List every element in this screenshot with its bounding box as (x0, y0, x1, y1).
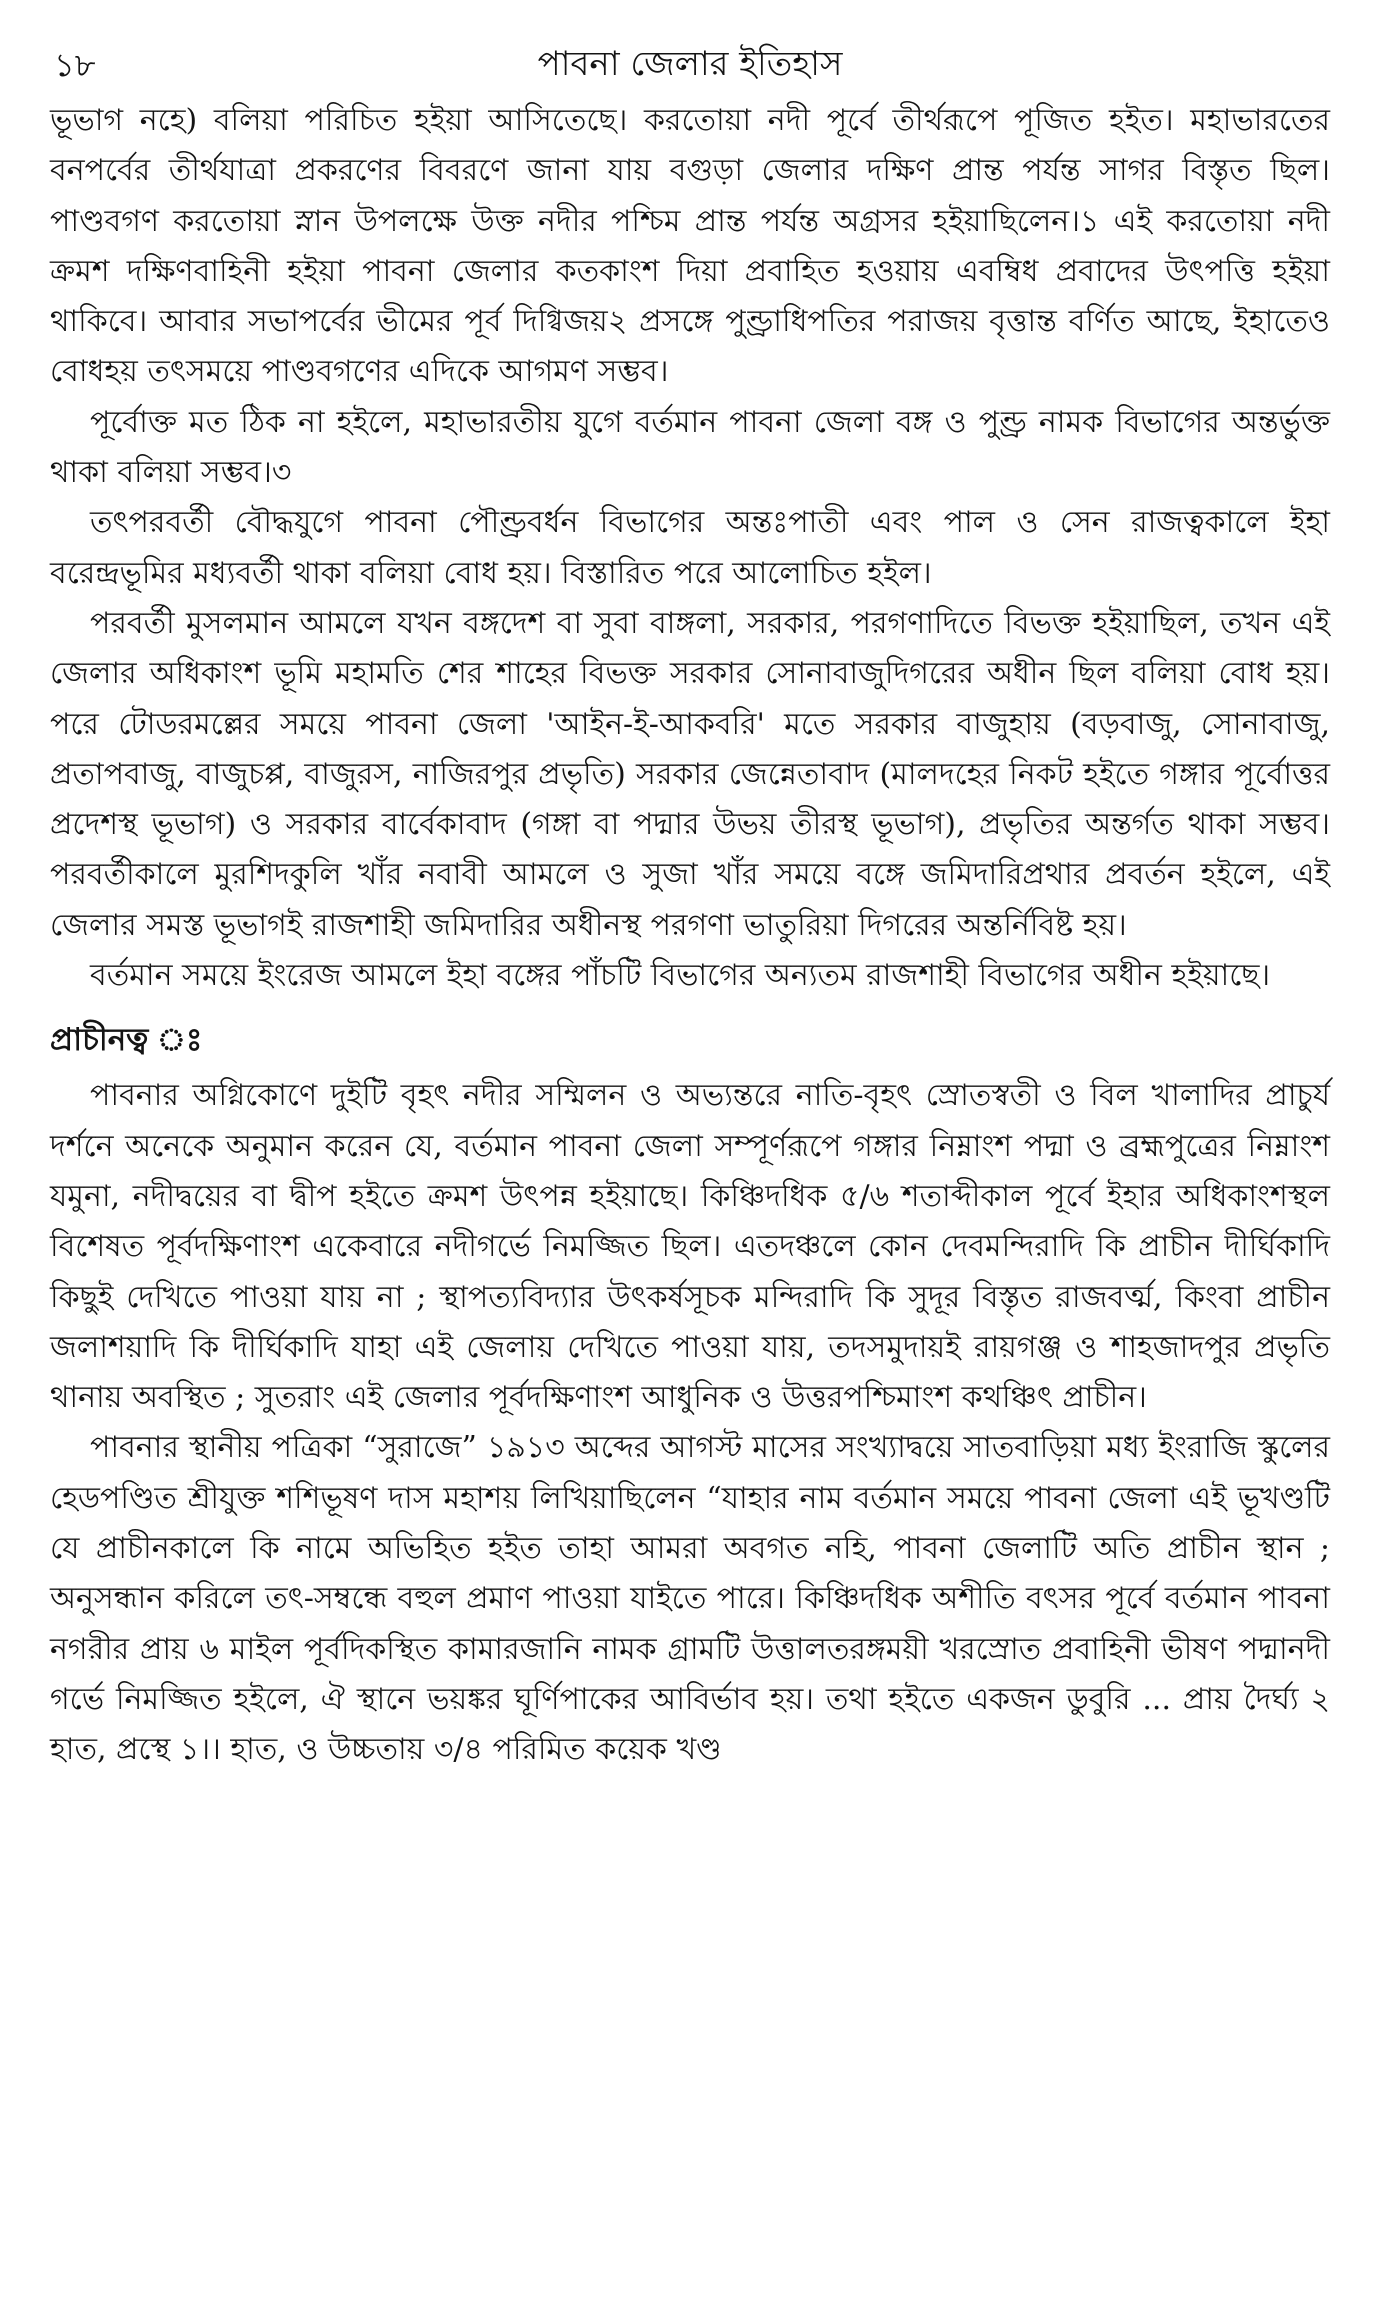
body-text (50, 96, 1330, 1776)
paragraph: পরবর্তী মুসলমান আমলে যখন বঙ্গদেশ বা সুবা বাঙ্গলা, সরকার, পরগণাদিতে বিভক্ত হইয়াছিল, তখন এই জেলার অধিকাংশ ভূমি মহামতি শের শাহের বিভক্ত সরকার সোনাবাজুদিগরের অধীন ছিল বলিয়া বোধ হয়। পরে টোডরমল্লের সময়ে পাবনা জেলা 'আইন-ই-আকবরি' মতে সরকার বাজুহায় (বড়বাজু, সোনাবাজু, প্রতাপবাজু, বাজুচপ্প, বাজুরস, নাজিরপুর প্রভৃতি) সরকার জেন্নেতাবাদ (মালদহের নিকট হইতে গঙ্গার পূর্বোত্তর প্রদেশস্থ ভূভাগ) ও সরকার বার্বেকাবাদ (গঙ্গা বা পদ্মার উভয় তীরস্থ ভূভাগ), প্রভৃতির অন্তর্গত থাকা সম্ভব। পরবর্তীকালে মুরশিদকুলি খাঁর নবাবী আমলে ও সুজা খাঁর সময়ে বঙ্গে জমিদারিপ্রথার প্রবর্তন হইলে, এই জেলার সমস্ত ভূভাগই রাজশাহী জমিদারির অধীনস্থ পরগণা ভাতুরিয়া দিগরের অন্তর্নিবিষ্ট হয়। (50, 605, 1330, 943)
section-heading: প্রাচীনত্ব ঃ (50, 1022, 203, 1059)
running-title: পাবনা জেলার ইতিহাস (537, 44, 843, 84)
paragraph: পূর্বোক্ত মত ঠিক না হইলে, মহাভারতীয় যুগে বর্তমান পাবনা জেলা বঙ্গ ও পুণ্ড্র নামক বিভাগের অন্তর্ভুক্ত থাকা বলিয়া সম্ভব।৩ (50, 404, 1330, 491)
paragraph: ভূভাগ নহে) বলিয়া পরিচিত হইয়া আসিতেছে। করতোয়া নদী পূর্বে তীর্থরূপে পূজিত হইত। মহাভারতের বনপর্বের তীর্থযাত্রা প্রকরণের বিবরণে জানা যায় বগুড়া জেলার দক্ষিণ প্রান্ত পর্যন্ত সাগর বিস্তৃত ছিল। পাণ্ডবগণ করতোয়া স্নান উপলক্ষে উক্ত নদীর পশ্চিম প্রান্ত পর্যন্ত অগ্রসর হইয়াছিলেন।১ এই করতোয়া নদী ক্রমশ দক্ষিণবাহিনী হইয়া পাবনা জেলার কতকাংশ দিয়া প্রবাহিত হওয়ায় এবম্বিধ প্রবাদের উৎপত্তি হইয়া থাকিবে। আবার সভাপর্বের ভীমের পূর্ব দিগ্বিজয়২ প্রসঙ্গে পুণ্ড্রাধিপতির পরাজয় বৃত্তান্ত বর্ণিত আছে, ইহাতেও বোধহয় তৎসময়ে পাণ্ডবগণের এদিকে আগমণ সম্ভব। (50, 103, 1330, 390)
paragraph: পাবনার অগ্নিকোণে দুইটি বৃহৎ নদীর সম্মিলন ও অভ্যন্তরে নাতি-বৃহৎ স্রোতস্বতী ও বিল খালাদির প্রাচুর্য দর্শনে অনেকে অনুমান করেন যে, বর্তমান পাবনা জেলা সম্পূর্ণরূপে গঙ্গার নিম্নাংশ পদ্মা ও ব্রহ্মপুত্রের নিম্নাংশ যমুনা, নদীদ্বয়ের বা দ্বীপ হইতে ক্রমশ উৎপন্ন হইয়াছে। কিঞ্চিদধিক ৫/৬ শতাব্দীকাল পূর্বে ইহার অধিকাংশস্থল বিশেষত পূর্বদক্ষিণাংশ একেবারে নদীগর্ভে নিমজ্জিত ছিল। এতদঞ্চলে কোন দেবমন্দিরাদি কি প্রাচীন দীর্ঘিকাদি কিছুই দেখিতে পাওয়া যায় না ; স্থাপত্যবিদ্যার উৎকর্ষসূচক মন্দিরাদি কি সুদূর বিস্তৃত রাজবর্ত্ম, কিংবা প্রাচীন জলাশয়াদি কি দীর্ঘিকাদি যাহা এই জেলায় দেখিতে পাওয়া যায়, তদসমুদায়ই রায়গঞ্জ ও শাহজাদপুর প্রভৃতি থানায় অবস্থিত ; সুতরাং এই জেলার পূর্বদক্ষিণাংশ আধুনিক ও উত্তরপশ্চিমাংশ কথঞ্চিৎ প্রাচীন। (50, 1078, 1330, 1416)
paragraph: বর্তমান সময়ে ইংরেজ আমলে ইহা বঙ্গের পাঁচটি বিভাগের অন্যতম রাজশাহী বিভাগের অধীন হইয়াছে। (90, 958, 1271, 994)
page-number: ১৮ (54, 46, 96, 84)
paragraph: তৎপরবর্তী বৌদ্ধযুগে পাবনা পৌণ্ড্রবর্ধন বিভাগের অন্তঃপাতী এবং পাল ও সেন রাজত্বকালে ইহা বরেন্দ্রভূমির মধ্যবর্তী থাকা বলিয়া বোধ হয়। বিস্তারিত পরে আলোচিত হইল। (50, 505, 1330, 591)
page-header (50, 34, 1330, 96)
paragraph: পাবনার স্থানীয় পত্রিকা “সুরাজে” ১৯১৩ অব্দের আগস্ট মাসের সংখ্যাদ্বয়ে সাতবাড়িয়া মধ্য ইংরাজি স্কুলের হেডপণ্ডিত শ্রীযুক্ত শশিভূষণ দাস মহাশয় লিখিয়াছিলেন “যাহার নাম বর্তমান সময়ে পাবনা জেলা এই ভূখণ্ডটি যে প্রাচীনকালে কি নামে অভিহিত হইত তাহা আমরা অবগত নহি, পাবনা জেলাটি অতি প্রাচীন স্থান ; অনুসন্ধান করিলে তৎ-সম্বন্ধে বহুল প্রমাণ পাওয়া যাইতে পারে। কিঞ্চিদধিক অশীতি বৎসর পূর্বে বর্তমান পাবনা নগরীর প্রায় ৬ মাইল পূর্বদিকস্থিত কামারজানি নামক গ্রামটি উত্তালতরঙ্গময়ী খরস্রোত প্রবাহিনী ভীষণ পদ্মানদী গর্ভে নিমজ্জিত হইলে, ঐ স্থানে ভয়ঙ্কর ঘূর্ণিপাকের আবির্ভাব হয়। তথা হইতে একজন ডুবুরি ... প্রায় দৈর্ঘ্য ২ হাত, প্রস্থে ১।। হাত, ও উচ্চতায় ৩/৪ পরিমিত কয়েক খণ্ড (50, 1430, 1330, 1768)
